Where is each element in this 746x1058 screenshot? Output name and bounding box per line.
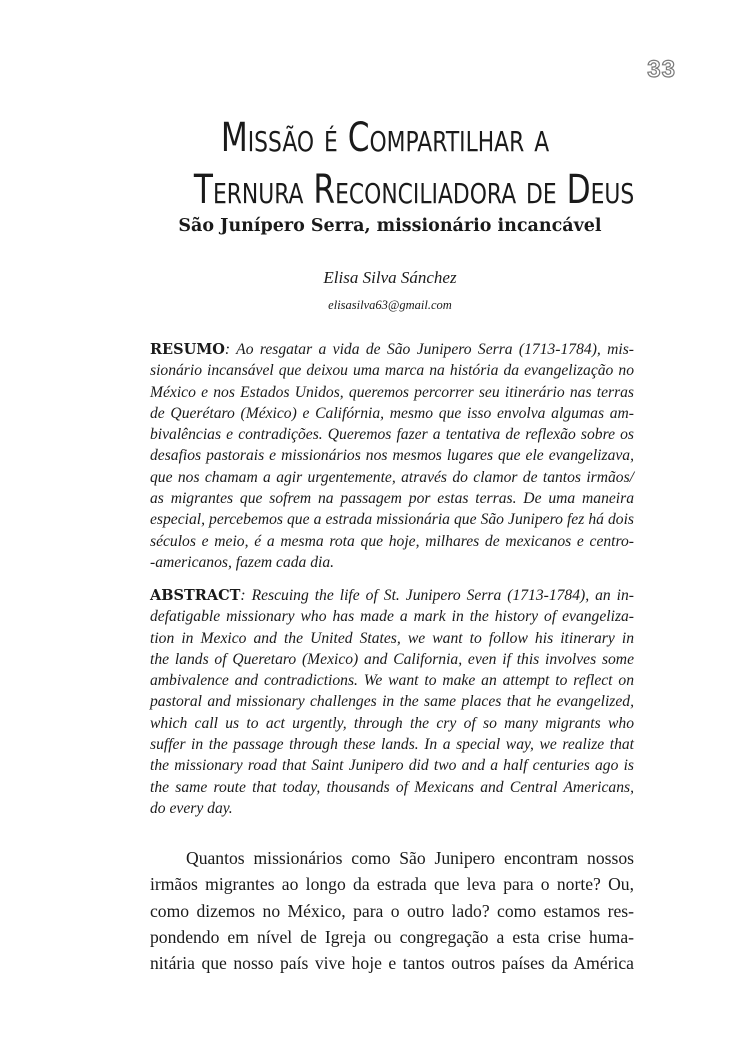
abstract-paragraph — [150, 585, 634, 819]
abstract-line: do every day. — [150, 799, 233, 817]
title-line-1: Missão é Compartilhar a — [220, 115, 550, 161]
resumo-line: especial, percebemos que a estrada missionária que São Junipero fez há dois — [150, 511, 634, 529]
resumo-line: desafios pastorais e missionários nos mesmos lugares que ele evangelizava, — [150, 447, 634, 465]
resumo-line: sionário incansável que deixou uma marca na história da evangelização no — [150, 362, 634, 380]
resumo-line: México e nos Estados Unidos, queremos percorrer seu itinerário nas terras — [150, 383, 634, 401]
abstract-line: ambivalence and contradictions. We want to make an attempt to reflect on — [150, 672, 634, 690]
author-name: Elisa Silva Sánchez — [323, 268, 457, 287]
body-line: como dizemos no México, para o outro lado? como estamos res- — [150, 900, 634, 921]
abstract-line: the same route that today, thousands of Mexicans and Central Americans, — [150, 778, 634, 796]
abstract-label: ABSTRACT — [150, 587, 241, 604]
abstract-line: suffer in the passage through these lands. In a special way, we realize that — [150, 736, 634, 754]
resumo-line-text: : Ao resgatar a vida de São Junipero Serra (1713-1784), mis- — [224, 341, 634, 358]
page-number: 33 — [647, 56, 676, 83]
resumo-label: RESUMO — [150, 341, 225, 358]
body-line: pondendo em nível de Igreja ou congregação a esta crise huma- — [150, 926, 634, 947]
body-line: irmãos migrantes ao longo da estrada que leva para o norte? Ou, — [150, 874, 634, 895]
resumo-line: bivalências e contradições. Queremos fazer a tentativa de reflexão sobre os — [150, 426, 634, 444]
abstract-line: tion in Mexico and the United States, we want to follow his itinerary in — [150, 629, 634, 647]
abstract-line: the lands of Queretaro (Mexico) and California, even if this involves some — [150, 650, 634, 668]
body-line: nitária que nosso país vive hoje e tantos outros países da América — [150, 953, 634, 974]
title-line-2: Ternura Reconciliadora de Deus — [193, 167, 635, 213]
resumo-line: -americanos, fazem cada dia. — [150, 553, 335, 571]
body-line: Quantos missionários como São Junipero encontram nossos — [186, 848, 634, 868]
resumo-line: que nos chamam a agir urgentemente, através do clamor de tantos irmãos/ — [150, 468, 634, 486]
abstract-line-text: : Rescuing the life of St. Junipero Serra (1713-1784), an in- — [240, 587, 634, 604]
article-subtitle: São Junípero Serra, missionário incancável — [178, 216, 602, 236]
author-email: elisasilva63@gmail.com — [328, 298, 452, 312]
abstract-line — [150, 585, 634, 606]
resumo-paragraph — [150, 339, 634, 573]
abstract-line: which call us to act urgently, through the cry of so many migrants who — [150, 714, 634, 732]
article-title — [193, 112, 635, 216]
abstract-line: pastoral and missionary challenges in the same places that he evangelized, — [150, 693, 634, 711]
resumo-line: séculos e meio, é a mesma rota que hoje, milhares de mexicanos e centro- — [150, 532, 634, 550]
body-paragraph — [150, 845, 634, 976]
resumo-line: as migrantes que sofrem na passagem por estas terras. De uma maneira — [150, 490, 634, 508]
abstract-line: the missionary road that Saint Junipero did two and a half centuries ago is — [150, 757, 634, 775]
resumo-line — [150, 339, 634, 360]
abstract-line: defatigable missionary who has made a mark in the history of evangeliza- — [150, 608, 634, 626]
resumo-line: de Querétaro (México) e Califórnia, mesmo que isso envolva algumas am- — [150, 404, 634, 422]
